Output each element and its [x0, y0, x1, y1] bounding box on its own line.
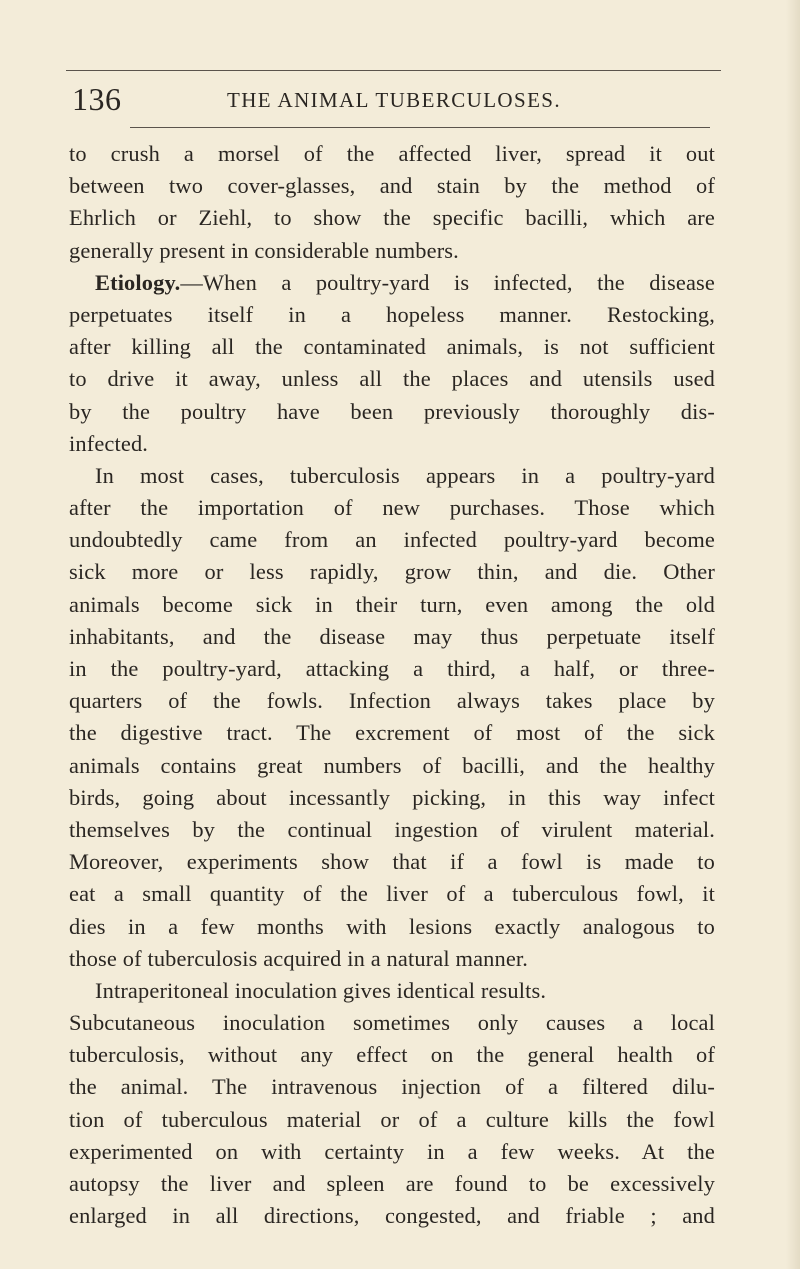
text-line: quarters of the fowls. Infection always takes place by: [69, 688, 715, 714]
text-line: between two cover-glasses, and stain by the method of: [69, 173, 715, 199]
page-edge-shadow: [786, 0, 800, 1269]
text-line: enlarged in all directions, congested, and friable ; and: [69, 1203, 715, 1229]
text-line: Subcutaneous inoculation sometimes only causes a local: [69, 1010, 715, 1036]
text-line: tuberculosis, without any effect on the general health of: [69, 1042, 715, 1068]
text-line: birds, going about incessantly picking, in this way infect: [69, 784, 715, 810]
text-line: to drive it away, unless all the places and utensils used: [69, 366, 715, 392]
text-line: autopsy the liver and spleen are found to be excessively: [69, 1171, 715, 1196]
text-line: experimented on with certainty in a few weeks. At the: [69, 1138, 715, 1164]
section-heading-etiology: Etiology.: [95, 269, 181, 295]
header-bottom-rule: [130, 127, 710, 128]
text-line: [69, 267, 715, 299]
text-line: after the importation of new purchases. Those which: [69, 495, 715, 521]
text-line: the animal. The intravenous injection of a filtered dilu-: [69, 1074, 715, 1100]
text-line: those of tuberculosis acquired in a natural manner.: [69, 945, 529, 971]
body-text: [69, 138, 715, 1232]
text-line: In most cases, tuberculosis appears in a poultry-yard: [95, 462, 715, 488]
text-line-rest: —When a poultry-yard is infected, the disease: [180, 269, 715, 295]
text-line: inhabitants, and the disease may thus perpetuate itself: [69, 623, 715, 649]
running-head-title: THE ANIMAL TUBERCULOSES.: [227, 88, 562, 112]
text-line: perpetuates itself in a hopeless manner. Restocking,: [69, 301, 715, 327]
text-line: generally present in considerable numbers.: [69, 237, 459, 263]
text-line: by the poultry have been previously thoroughly dis-: [69, 398, 715, 424]
text-line: sick more or less rapidly, grow thin, and die. Other: [69, 559, 715, 585]
text-line: in the poultry-yard, attacking a third, a half, or three-: [69, 656, 715, 681]
text-line: after killing all the contaminated animals, is not sufficient: [69, 334, 715, 360]
text-line: dies in a few months with lesions exactly analogous to: [69, 913, 715, 939]
text-line: animals contains great numbers of bacilli, and the healthy: [69, 752, 715, 778]
page-number: 136: [72, 81, 122, 117]
text-line: eat a small quantity of the liver of a tuberculous fowl, it: [69, 881, 715, 907]
text-line: tion of tuberculous material or of a culture kills the fowl: [69, 1106, 715, 1132]
text-line: themselves by the continual ingestion of virulent material.: [69, 816, 715, 842]
text-line: to crush a morsel of the affected liver, spread it out: [69, 141, 715, 166]
text-line: animals become sick in their turn, even among the old: [69, 591, 715, 617]
text-line: Moreover, experiments show that if a fowl is made to: [69, 849, 715, 875]
text-line: the digestive tract. The excrement of most of the sick: [69, 720, 715, 746]
text-line: Intraperitoneal inoculation gives identical results.: [95, 977, 547, 1003]
text-line: undoubtedly came from an infected poultry-yard become: [69, 527, 715, 553]
text-line: infected.: [69, 430, 149, 456]
text-line: Ehrlich or Ziehl, to show the specific bacilli, which are: [69, 205, 715, 231]
header-top-rule: [66, 70, 721, 71]
